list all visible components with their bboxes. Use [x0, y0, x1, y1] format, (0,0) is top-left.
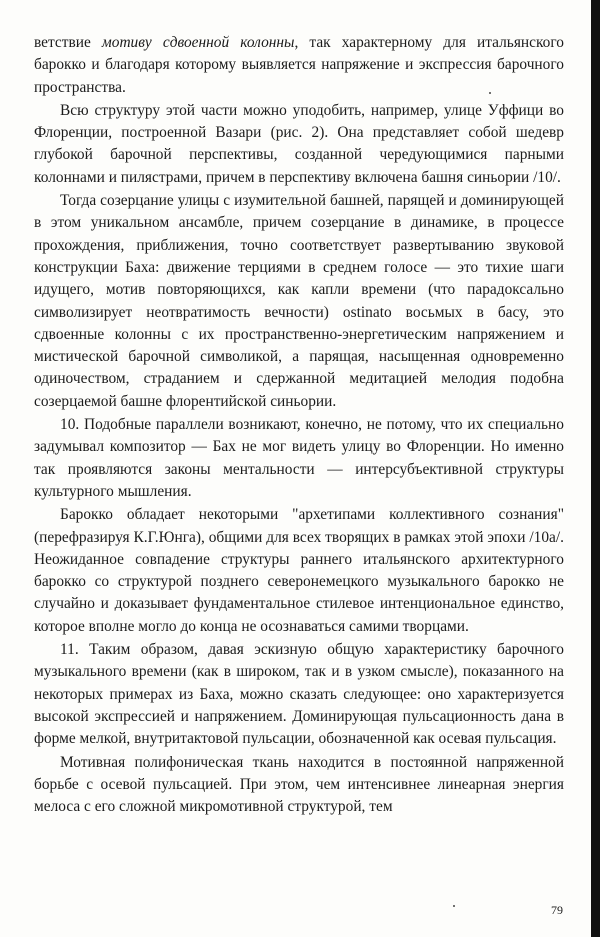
scan-speck: [453, 905, 455, 907]
paragraph-7: Мотивная полифоническая ткань находится в постоянной напряженной борьбе с осевой пульсацией. При этом, чем интенсивнее линеарная энергия мелоса с его сложной микромотивной структурой, тем: [34, 753, 564, 816]
paragraph-1-rest: , так характерному для итальянского барокко и благодаря которому выявляется напряжение и экспрессия барочного пространства.: [34, 34, 564, 96]
scan-edge-shadow: [591, 0, 600, 937]
page-text: [34, 32, 564, 818]
paragraph-3: Тогда созерцание улицы с изумительной башней, парящей и доминирующей в этом уникальном ансамбле, причем созерцание в динамике, в процессе прохождения, приближения, точно соответствует развертыванию звуковой конструкции Баха: движение терциями в среднем голосе — это тихие шаги идущего, мотив повторяющихся, как капли времени (что парадоксально символизирует неотвратимость вечности) ostinato восьмых в басу, это сдвоенные колонны с их пространственно-энергетическим напряжением и мистической барочной символикой, а парящая, насыщенная одновременно одиночеством, страданием и сдержанной медитацией мелодия подобна созерцаемой башне флорентийской синьории.: [34, 192, 564, 410]
paragraph-1-lead: ветствие: [34, 34, 102, 51]
paragraph-6: 11. Таким образом, давая эскизную общую характеристику барочного музыкального времени (как в широком, так и в узком смысле), показанного на некоторых примерах из Баха, можно сказать следующее: оно характеризуется высокой экспрессией и напряжением. Доминирующая пульсационность дана в форме мелкой, внутритактовой пульсации, обозначенной как осевая пульсация.: [34, 641, 564, 748]
paragraph-4: 10. Подобные параллели возникают, конечно, не потому, что их специально задумывал композитор — Бах не мог видеть улицу во Флоренции. Но именно так проявляются законы ментальности — интерсубъективной структуры культурного мышления.: [34, 416, 564, 500]
paragraph-5: Барокко обладает некоторыми "архетипами коллективного сознания" (перефразируя К.Г.Юнга), общими для всех творящих в рамках этой эпохи /10а/. Неожиданное совпадение структуры раннего итальянского архитектурного барокко со структурой позднего северонемецкого музыкального барокко не случайно и доказывает фундаментальное стилевое интенциональное единство, которое вполне могло до конца не осознаваться самими творцами.: [34, 506, 564, 635]
page-number: 79: [551, 903, 563, 917]
scan-speck: [489, 92, 491, 94]
paragraph-1: [34, 32, 564, 99]
paragraph-2: Всю структуру этой части можно уподобить, например, улице Уффици во Флоренции, построенной Вазари (рис. 2). Она представляет собой шедевр глубокой барочной перспективы, созданной чередующимися парными колоннами и пилястрами, причем в перспективу включена башня синьории /10/.: [34, 101, 564, 186]
paragraph-1-italic-phrase: мотиву сдвоенной колонны: [101, 34, 295, 51]
